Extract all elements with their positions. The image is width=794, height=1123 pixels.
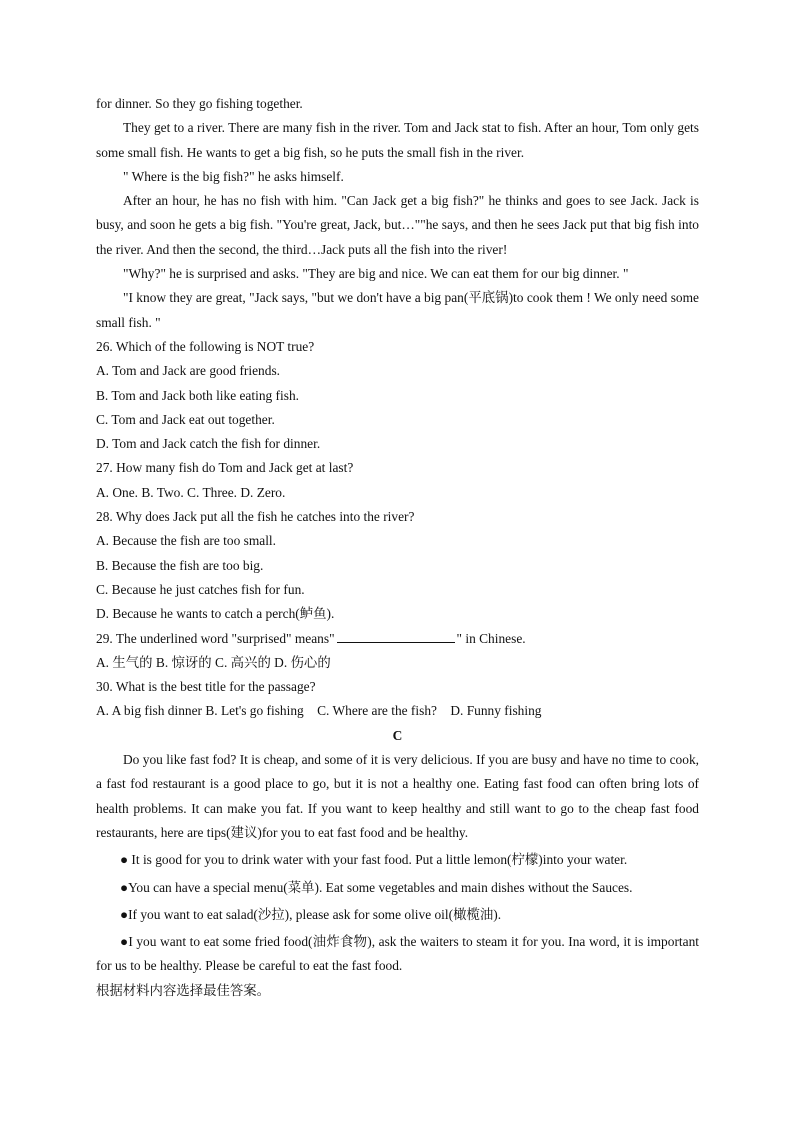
stem-after: " in Chinese. <box>456 630 526 646</box>
question-30 <box>96 675 699 724</box>
option-a: A. Because the fish are too small. <box>96 533 276 549</box>
option-c: C. Tom and Jack eat out together. <box>96 411 275 427</box>
story-paragraph-4: After an hour, he has no fish with him. "Can Jack get a big fish?" he thinks and goes to see Jack. Jack is busy, and soon he gets a big fish. "You're great, Jack, but…""he says, and then he sees Jack put that big fish into the river. And then the second, the third…Jack puts all the fish into the river! <box>96 193 699 257</box>
option-d: D. Because he wants to catch a perch(鲈鱼). <box>96 606 335 622</box>
stem-before: 29. The underlined word "surprised" means" <box>96 630 335 646</box>
option-a: A. Tom and Jack are good friends. <box>96 363 281 379</box>
option-c: C. Because he just catches fish for fun. <box>96 581 305 597</box>
question-26 <box>96 335 699 456</box>
question-29 <box>96 627 699 676</box>
options-line: A. 生气的 B. 惊讶的 C. 高兴的 D. 伤心的 <box>96 654 331 670</box>
tip-3: ●If you want to eat salad(沙拉), please ask for some olive oil(橄榄油). <box>120 906 502 922</box>
option-b: B. Because the fish are too big. <box>96 557 264 573</box>
question-stem: 28. Why does Jack put all the fish he catches into the river? <box>96 509 415 525</box>
instruction: 根据材料内容选择最佳答案。 <box>96 982 271 998</box>
question-28 <box>96 505 699 626</box>
tip-4: ●I you want to eat some fried food(油炸食物), ask the waiters to steam it for you. Ina word, it is important for us to be healthy. Please be careful to eat the fast food. <box>96 934 699 974</box>
question-stem: 27. How many fish do Tom and Jack get at last? <box>96 460 354 476</box>
tip-2: ●You can have a special menu(菜单). Eat some vegetables and main dishes without the Sauces. <box>120 879 633 895</box>
question-stem: 26. Which of the following is NOT true? <box>96 338 315 354</box>
story-paragraph-2: They get to a river. There are many fish in the river. Tom and Jack stat to fish. After an hour, Tom only gets some small fish. He wants to get a big fish, so he puts the small fish in the river. <box>96 120 699 160</box>
story-paragraph-3: " Where is the big fish?" he asks himself. <box>123 168 344 184</box>
option-d: D. Tom and Jack catch the fish for dinner. <box>96 436 321 452</box>
document-page <box>96 92 699 1003</box>
options-line: A. One. B. Two. C. Three. D. Zero. <box>96 484 286 500</box>
question-27 <box>96 456 699 505</box>
section-heading: C <box>392 727 403 743</box>
answer-blank[interactable] <box>337 628 455 643</box>
story-paragraph-1: for dinner. So they go fishing together. <box>96 96 303 111</box>
tip-1: ● It is good for you to drink water with your fast food. Put a little lemon(柠檬)into your water. <box>120 852 628 868</box>
option-b: B. Tom and Jack both like eating fish. <box>96 387 299 403</box>
question-stem <box>96 627 699 651</box>
story-paragraph-6: "I know they are great, "Jack says, "but we don't have a big pan(平底锅)to cook them ! We only need some small fish. " <box>96 290 699 330</box>
story-paragraph-5: "Why?" he is surprised and asks. "They are big and nice. We can eat them for our big dinner. " <box>123 266 629 282</box>
options-line: A. A big fish dinner B. Let's go fishing C. Where are the fish? D. Funny fishing <box>96 703 542 719</box>
question-stem: 30. What is the best title for the passage? <box>96 679 316 695</box>
section-c-intro: Do you like fast fod? It is cheap, and some of it is very delicious. If you are busy and have no time to cook, a fast fod restaurant is a good place to go, but it is not a healthy one. Eating fast food can often bring lots of health problems. It can make you fat. If you want to keep healthy and still want to go to the cheap fast food restaurants, here are tips(建议)for you to eat fast food and be healthy. <box>96 752 699 840</box>
